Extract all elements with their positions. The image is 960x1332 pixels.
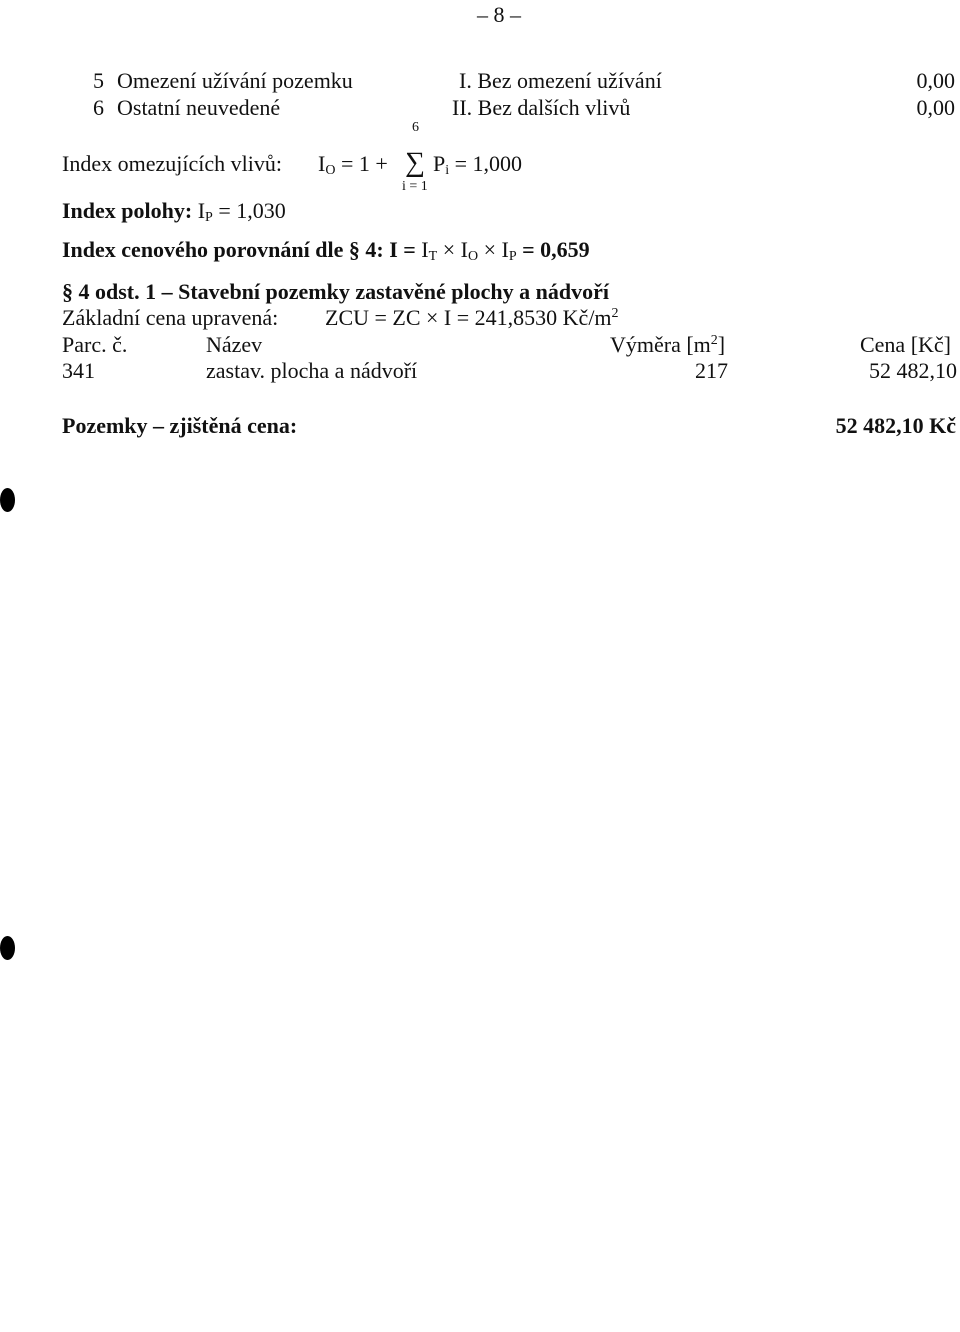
influence-category: I. Bez omezení užívání — [459, 68, 662, 93]
influence-name: Ostatní neuvedené — [117, 95, 281, 120]
sum-lower-limit: i = 1 — [402, 179, 428, 194]
total-value: 52 482,10 Kč — [835, 413, 956, 438]
punch-hole-mark — [0, 488, 15, 512]
cell-area: 217 — [695, 358, 728, 383]
influence-category: II. Bez dalších vlivů — [452, 95, 631, 120]
cell-price: 52 482,10 — [869, 358, 957, 383]
index-location-line: Index polohy: $I_P = 1,030$ — [62, 198, 286, 225]
cell-parcel: 341 — [62, 358, 95, 383]
influence-name: Omezení užívání pozemku — [117, 68, 353, 93]
column-header-name: Název — [206, 332, 263, 357]
sum-term: $P_i = 1,000$ — [433, 151, 523, 178]
influence-number: 6 — [93, 95, 104, 120]
index-location-label: Index polohy: — [62, 198, 193, 223]
base-price-formula: ZCU = ZC × I = 241,8530 $Kč/m^2$ — [325, 305, 619, 330]
influence-number: 5 — [93, 68, 104, 93]
index-influences-lhs: $I_O = 1$ + — [318, 151, 388, 178]
sum-symbol: ∑ — [405, 147, 425, 178]
sum-upper-limit: 6 — [412, 120, 419, 135]
total-label: Pozemky – zjištěná cena: — [62, 413, 298, 438]
influence-value: 0,00 — [916, 68, 955, 93]
section-heading: § 4 odst. 1 – Stavební pozemky zastavěné plochy a nádvoří — [62, 279, 609, 304]
influence-value: 0,00 — [916, 95, 955, 120]
cell-name: zastav. plocha a nádvoří — [206, 358, 418, 383]
column-header-price: Cena [Kč] — [859, 332, 951, 357]
page-number: – 8 – — [477, 2, 521, 27]
index-price-comparison-line: Index cenového porovnání dle § 4: $I = I_T \times I_O \times I_P = 0,659$ — [62, 237, 590, 264]
column-header-parcel: Parc. č. — [62, 332, 128, 357]
base-price-label: Základní cena upravená: — [62, 305, 279, 330]
punch-hole-mark — [0, 936, 15, 960]
column-header-area: Výměra $[m^2]$ — [610, 332, 726, 357]
index-influences-label: Index omezujících vlivů: — [62, 151, 282, 176]
index-price-comparison-label: Index cenového porovnání dle § 4: — [62, 237, 384, 262]
